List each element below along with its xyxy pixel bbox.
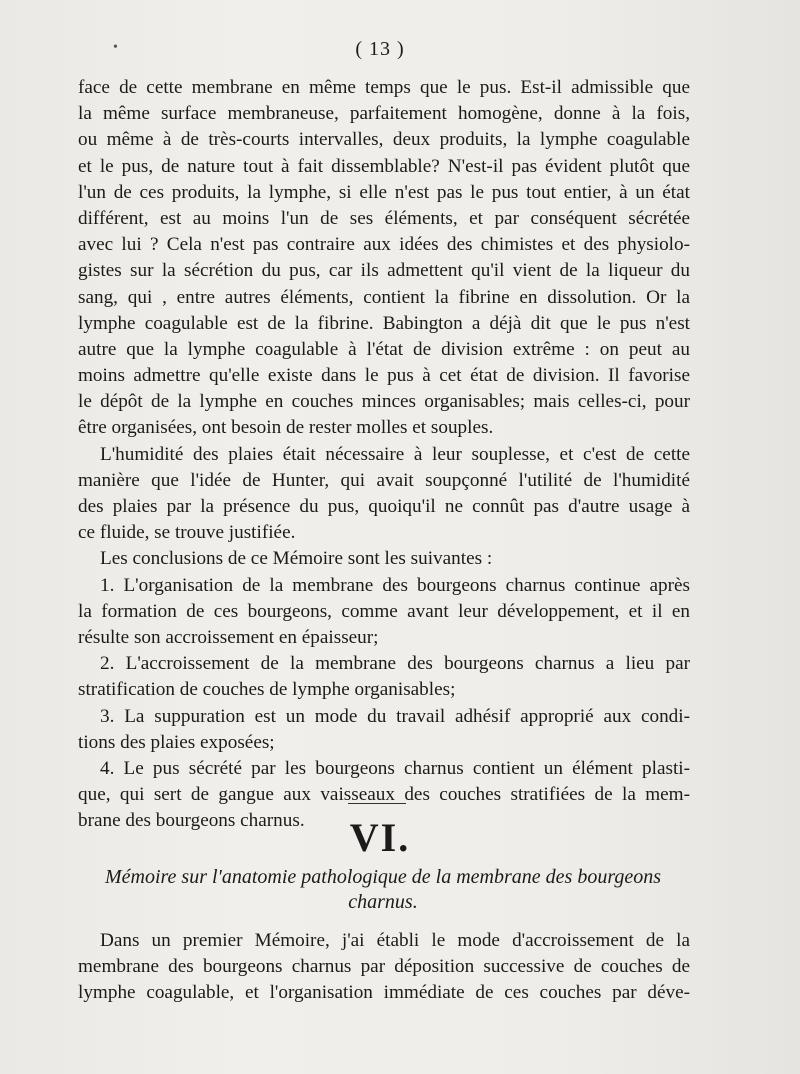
- text-line: stratification de couches de lymphe organisables;: [78, 679, 456, 701]
- text-line: avec lui ? Cela n'est pas contraire aux idées des chimistes et des physiolo-: [78, 234, 690, 256]
- section-title: [70, 865, 696, 915]
- text-line: des plaies par la présence du pus, quoiqu'il ne connût pas d'autre usage à: [78, 496, 690, 517]
- text-line: que, qui sert de gangue aux vaisseaux des couches stratifiées de la mem-: [78, 784, 690, 806]
- text-line: résulte son accroissement en épaisseur;: [78, 626, 379, 648]
- text-line: membrane des bourgeons charnus par déposition successive de couches de: [78, 956, 690, 978]
- text-line: 4. Le pus sécrété par les bourgeons charnus contient un élément plasti-: [100, 757, 690, 779]
- text-line: l'un de ces produits, la lymphe, si elle n'est pas le pus tout entier, à un état: [78, 181, 690, 203]
- text-line: lymphe coagulable, et l'organisation immédiate de ces couches par déve-: [78, 982, 690, 1004]
- text-line: Les conclusions de ce Mémoire sont les suivantes :: [100, 548, 493, 570]
- text-line: tions des plaies exposées;: [78, 731, 275, 753]
- text-line: gistes sur la sécrétion du pus, car ils admettent qu'il vient de la liqueur du: [78, 260, 690, 282]
- text-line: la même surface membraneuse, parfaitement homogène, donne à la fois,: [78, 103, 690, 125]
- text-line: 1. L'organisation de la membrane des bourgeons charnus continue après: [100, 574, 690, 596]
- text-line: la formation de ces bourgeons, comme avant leur développement, et il en: [78, 600, 690, 622]
- text-line: et le pus, de nature tout à fait dissemblable? N'est-il pas évident plutôt que: [78, 155, 690, 177]
- section-title-line-1: Mémoire sur l'anatomie pathologique de la membrane des bourgeons: [104, 866, 662, 888]
- text-line: ce fluide, se trouve justifiée.: [78, 522, 296, 544]
- text-line: face de cette membrane en même temps que le pus. Est-il admissible que: [78, 77, 690, 98]
- text-line: L'humidité des plaies était nécessaire à leur souplesse, et c'est de cette: [100, 443, 690, 465]
- text-line: Dans un premier Mémoire, j'ai établi le mode d'accroissement de la: [100, 930, 690, 951]
- text-line: autre que la lymphe coagulable à l'état de division extrême : on peut au: [78, 338, 690, 360]
- ink-dot-mark: •: [113, 40, 118, 55]
- text-line: le dépôt de la lymphe en couches minces organisables; mais celles-ci, pour: [78, 391, 690, 413]
- text-line: manière que l'idée de Hunter, qui avait soupçonné l'utilité de l'humidité: [78, 469, 690, 491]
- text-line: sang, qui , entre autres éléments, contient la fibrine en dissolution. Or la: [78, 286, 690, 308]
- section-body-text: [78, 928, 690, 1007]
- text-line: moins admettre qu'elle existe dans le pus à cet état de division. Il favorise: [78, 365, 690, 387]
- page-number: ( 13 ): [355, 38, 405, 60]
- section-number: VI.: [349, 815, 411, 860]
- body-text: [78, 75, 690, 834]
- text-line: brane des bourgeons charnus.: [78, 810, 305, 832]
- text-line: 2. L'accroissement de la membrane des bourgeons charnus a lieu par: [100, 653, 690, 675]
- text-line: 3. La suppuration est un mode du travail adhésif approprié aux condi-: [100, 705, 690, 727]
- text-line: ou même à de très-courts intervalles, deux produits, la lymphe coagulable: [78, 129, 690, 151]
- section-title-line-2: charnus.: [348, 891, 418, 913]
- section-divider: [348, 803, 406, 804]
- text-line: être organisées, ont besoin de rester molles et souples.: [78, 417, 494, 439]
- text-line: lymphe coagulable est de la fibrine. Babington a déjà dit que le pus n'est: [78, 312, 690, 334]
- text-line: différent, est au moins l'un de ses éléments, et par conséquent sécrétée: [78, 207, 690, 229]
